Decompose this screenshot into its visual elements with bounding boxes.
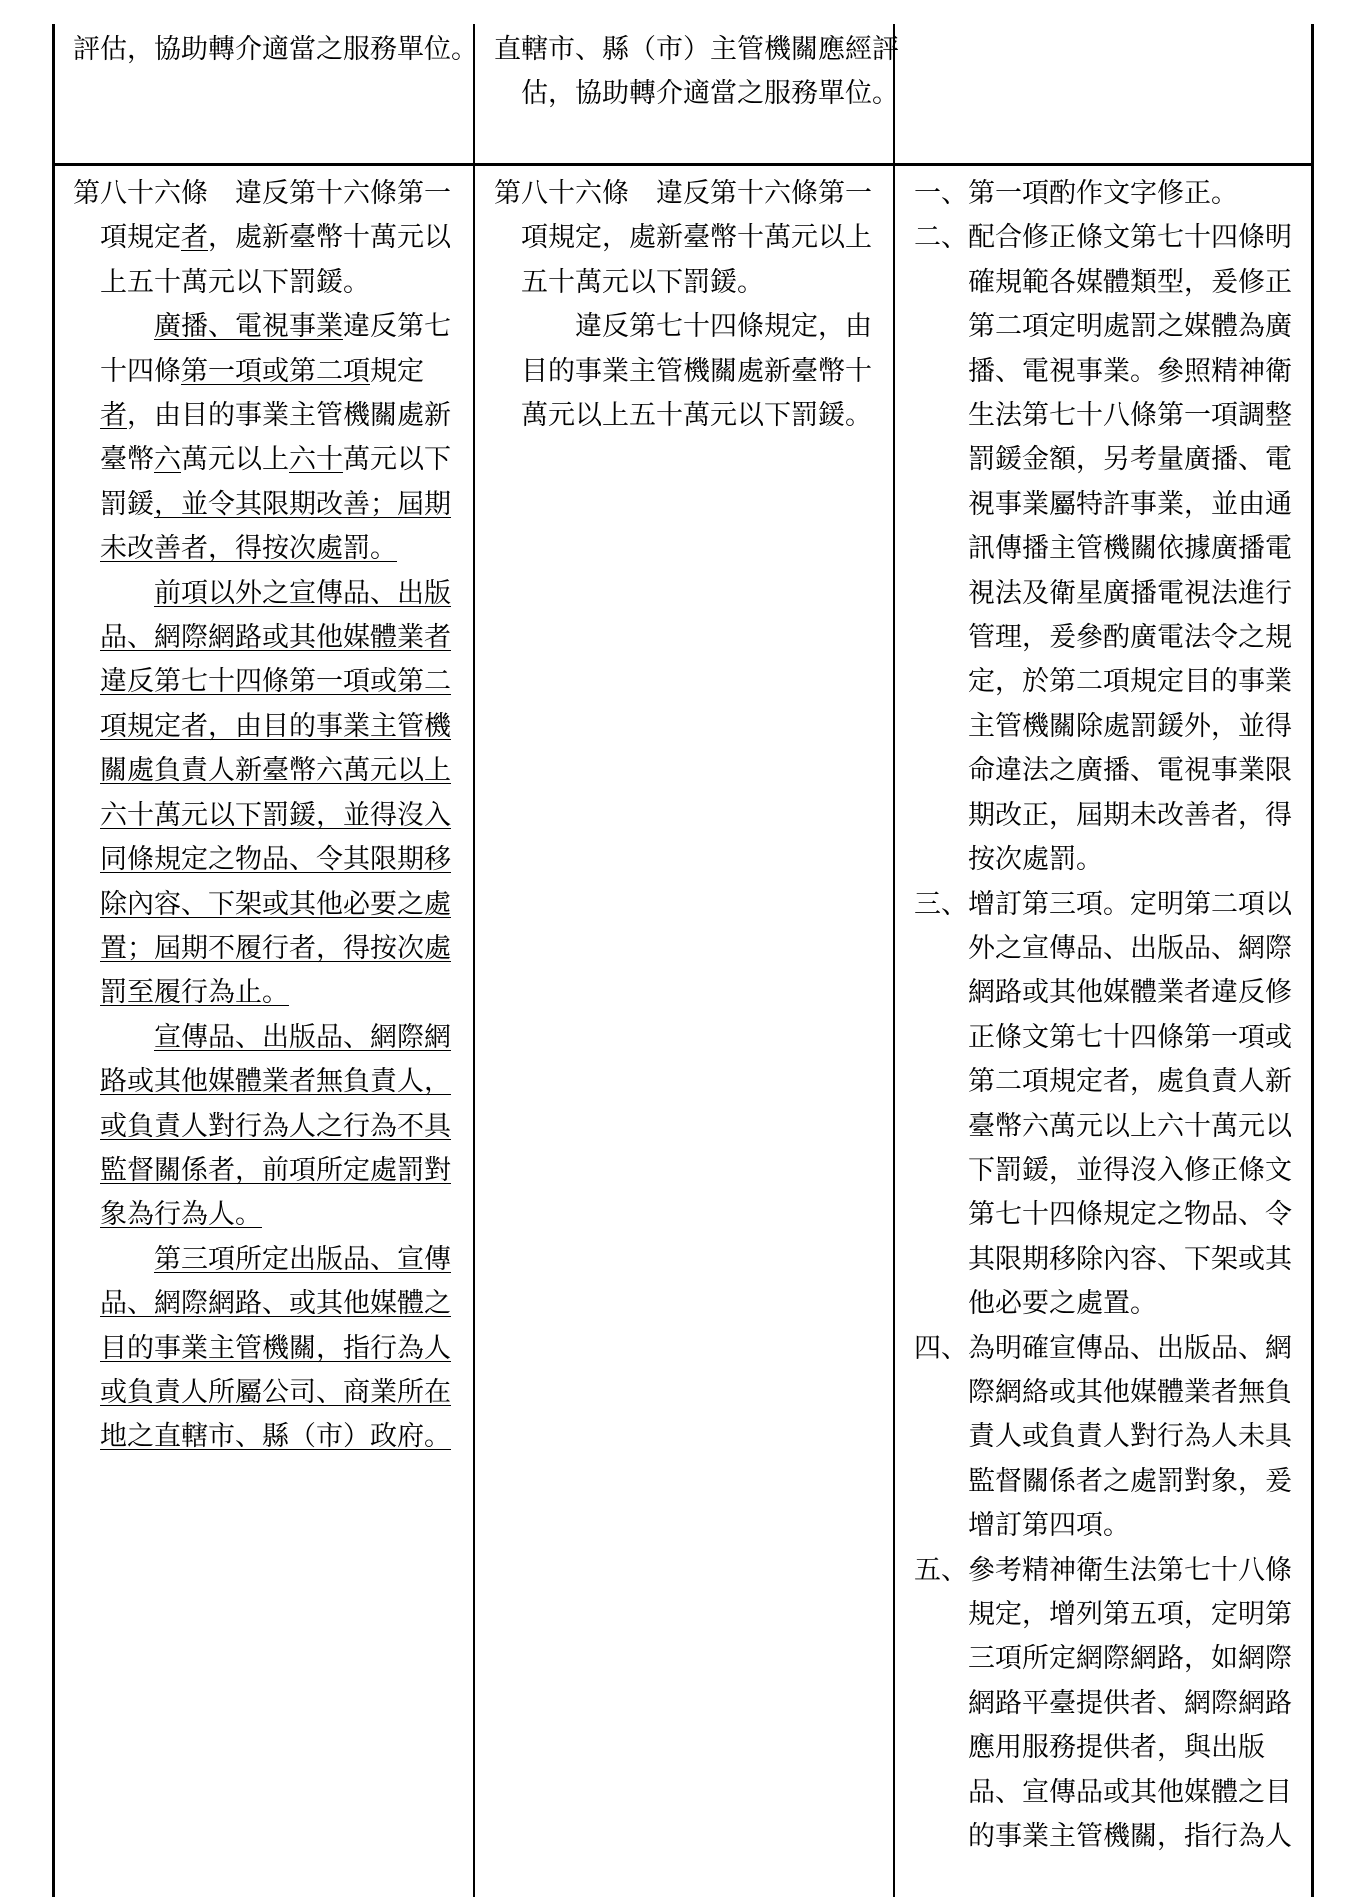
explanation-item-4: 四、為明確宣傳品、出版品、網際網絡或其他媒體業者無負責人或負責人對行為人未具監督關係者之處罰對象，爰增訂第四項。 bbox=[914, 1332, 1292, 1542]
column-divider-1 bbox=[473, 24, 475, 1897]
top-row-amended-text: 評估，協助轉介適當之服務單位。 bbox=[73, 34, 478, 65]
table-border-right bbox=[1311, 24, 1314, 1897]
explanation-item-2: 二、配合修正條文第七十四條明確規範各媒體類型，爰修正第二項定明處罰之媒體為廣播、電視事業。參照精神衛生法第七十八條第一項調整罰鍰金額，另考量廣播、電視事業屬特許事業，並由通訊傳播主管機關依據廣播電視法及衛星廣播電視法進行管理，爰參酌廣電法令之規定，於第二項規定目的事業主管機關除處罰鍰外，並得命違法之廣播、電視事業限期改正，屆期未改善者，得按次處罰。 bbox=[914, 222, 1292, 876]
column-divider-2 bbox=[893, 24, 895, 1897]
amended-article-column bbox=[73, 172, 459, 1460]
amended-paragraph-3: 前項以外之宣傳品、出版品、網際網路或其他媒體業者違反第七十四條第一項或第二項規定者，由目的事業主管機關處負責人新臺幣六萬元以上六十萬元以下罰鍰，並得沒入同條規定之物品、令其限期移除內容、下架或其他必要之處置；屆期不履行者，得按次處罰至履行為止。 bbox=[100, 577, 451, 1009]
amended-paragraph-5: 第三項所定出版品、宣傳品、網際網路、或其他媒體之目的事業主管機關，指行為人或負責人所屬公司、商業所在地之直轄市、縣（市）政府。 bbox=[100, 1243, 451, 1453]
top-row-current-text: 直轄市、縣（市）主管機關應經評估，協助轉介適當之服務單位。 bbox=[494, 34, 899, 110]
current-paragraph-2: 違反第七十四條規定，由目的事業主管機關處新臺幣十萬元以上五十萬元以下罰鍰。 bbox=[521, 311, 872, 432]
current-paragraph-1: 第八十六條 違反第十六條第一項規定，處新臺幣十萬元以上五十萬元以下罰鍰。 bbox=[494, 178, 872, 298]
explanation-item-3: 三、增訂第三項。定明第二項以外之宣傳品、出版品、網際網路或其他媒體業者違反修正條文第七十四條第一項或第二項規定者，處負責人新臺幣六萬元以上六十萬元以下罰鍰，並得沒入修正條文第七十四條規定之物品、令其限期移除內容、下架或其他必要之處置。 bbox=[914, 888, 1292, 1320]
row-divider bbox=[52, 163, 1314, 166]
explanation-item-1: 一、第一項酌作文字修正。 bbox=[914, 178, 1238, 209]
amended-paragraph-1: 第八十六條 違反第十六條第一項規定者，處新臺幣十萬元以上五十萬元以下罰鍰。 bbox=[73, 178, 451, 298]
explanation-item-5: 五、參考精神衛生法第七十八條規定，增列第五項，定明第三項所定網際網路，如網際網路平臺提供者、網際網路應用服務提供者，與出版品、宣傳品或其他媒體之目的事業主管機關，指行為人 bbox=[914, 1554, 1292, 1853]
amended-paragraph-2: 廣播、電視事業違反第七十四條第一項或第二項規定者，由目的事業主管機關處新臺幣六萬元以上六十萬元以下罰鍰，並令其限期改善；屆期未改善者，得按次處罰。 bbox=[100, 311, 451, 565]
current-article-column bbox=[494, 172, 880, 438]
amended-paragraph-4: 宣傳品、出版品、網際網路或其他媒體業者無負責人，或負責人對行為人之行為不具監督關係者，前項所定處罰對象為行為人。 bbox=[100, 1021, 451, 1231]
explanation-column bbox=[914, 172, 1300, 1859]
table-border-left bbox=[52, 24, 55, 1897]
